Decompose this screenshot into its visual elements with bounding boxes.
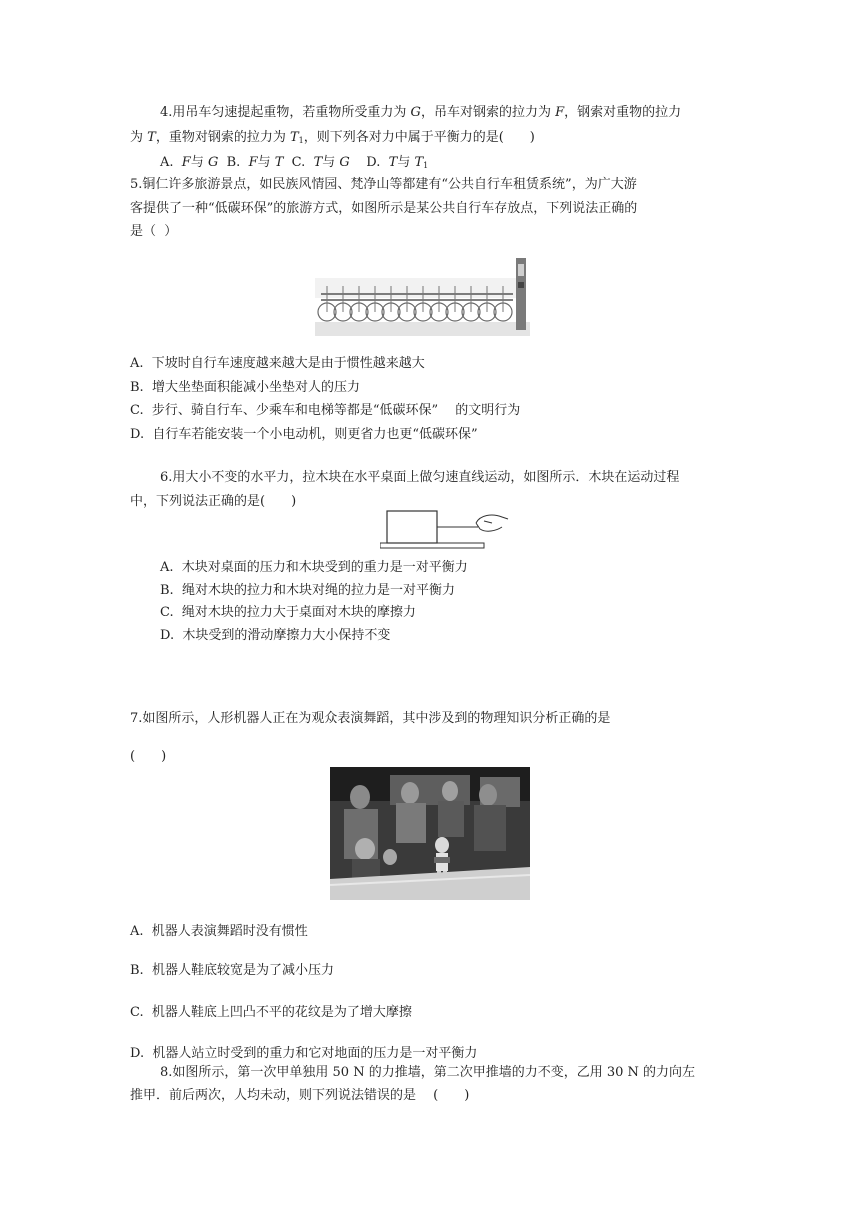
q5-option-a: A. 下坡时自行车速度越来越大是由于惯性越来越大 (130, 356, 425, 371)
q5-option-c: C. 步行、骑自行车、少乘车和电梯等都是“低碳环保” 的文明行为 (130, 403, 521, 418)
q4-options: A. F与 G B. F与 T C. T与 G D. T与 $T_1$ (160, 155, 429, 170)
q7-stem-line2: ( ) (130, 749, 167, 764)
robot-dance-photo (330, 767, 530, 900)
q8-stem-line2: 推甲．前后两次，人均未动，则下列说法错误的是 ( ) (130, 1088, 470, 1103)
q4-stem-line2: 为 T，重物对钢索的拉力为 $T_1$，则下列各对力中属于平衡力的是( ) (130, 130, 535, 145)
q6-option-a: A. 木块对桌面的压力和木块受到的重力是一对平衡力 (160, 560, 468, 575)
q8-stem-line1: 8.如图所示，第一次甲单独用 50 N 的力推墙，第二次甲推墙的力不变，乙用 30 N 的力向左 (160, 1065, 696, 1080)
q7-stem-line1: 7.如图所示，人形机器人正在为观众表演舞蹈，其中涉及到的物理知识分析正确的是 (130, 711, 611, 726)
q5-stem-line3: 是（ ） (130, 224, 178, 239)
q5-option-b: B. 增大坐垫面积能减小坐垫对人的压力 (130, 380, 360, 395)
q7-option-b: B. 机器人鞋底较宽是为了减小压力 (130, 963, 334, 978)
q5-stem-line2: 客提供了一种“低碳环保”的旅游方式，如图所示是某公共自行车存放点，下列说法正确的 (130, 201, 638, 216)
q5-stem-line1: 5.铜仁许多旅游景点，如民族风情园、梵净山等都建有“公共自行车租赁系统”，为广大游 (130, 177, 637, 192)
q7-option-c: C. 机器人鞋底上凹凸不平的花纹是为了增大摩擦 (130, 1005, 412, 1020)
q6-option-b: B. 绳对木块的拉力和木块对绳的拉力是一对平衡力 (160, 583, 455, 598)
q6-option-c: C. 绳对木块的拉力大于桌面对木块的摩擦力 (160, 605, 416, 620)
q5-option-d: D. 自行车若能安装一个小电动机，则更省力也更“低碳环保” (130, 427, 478, 442)
q7-option-a: A. 机器人表演舞蹈时没有惯性 (130, 924, 308, 939)
q6-stem-line1: 6.用大小不变的水平力，拉木块在水平桌面上做匀速直线运动，如图所示．木块在运动过程 (160, 470, 680, 485)
q6-stem-line2: 中，下列说法正确的是( ) (130, 494, 297, 509)
q7-option-d: D. 机器人站立时受到的重力和它对地面的压力是一对平衡力 (130, 1046, 478, 1061)
bicycle-rack-photo (315, 256, 530, 336)
block-on-table-diagram (380, 507, 510, 553)
q6-option-d: D. 木块受到的滑动摩擦力大小保持不变 (160, 628, 391, 643)
q4-stem-line1: 4.用吊车匀速提起重物，若重物所受重力为 G，吊车对钢索的拉力为 F，钢索对重物的拉力 (160, 105, 682, 120)
